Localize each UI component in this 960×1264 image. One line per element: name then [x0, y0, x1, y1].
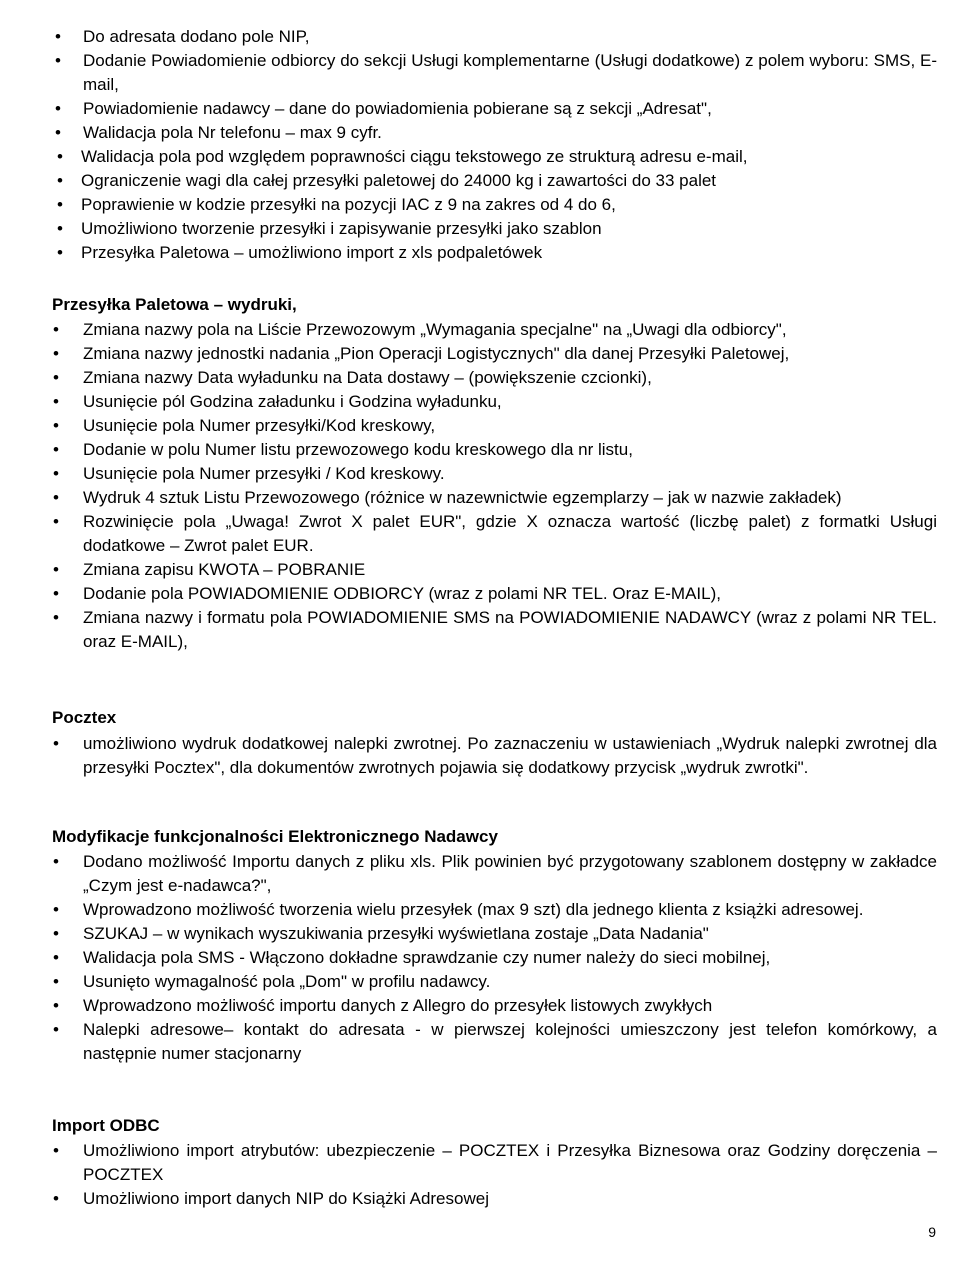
list-item: • Rozwinięcie pola „Uwaga! Zwrot X palet EUR", gdzie X oznacza wartość (liczbę palet) z formatki Usługi dodatkowe – Zwrot palet EUR.: [53, 512, 937, 555]
bullet-icon: •: [57, 243, 63, 262]
section-heading: Import ODBC: [52, 1116, 160, 1135]
bullet-icon: •: [53, 440, 59, 459]
bullet-list-import-odbc: [53, 1139, 937, 1211]
bullet-icon: •: [53, 948, 59, 967]
bullet-icon: •: [57, 219, 63, 238]
list-item: • Umożliwiono tworzenie przesyłki i zapisywanie przesyłki jako szablon: [81, 217, 935, 241]
list-item: • Nalepki adresowe– kontakt do adresata - w pierwszej kolejności umieszczony jest telefon komórkowy, a następnie numer stacjonarny: [53, 1020, 937, 1063]
bullet-icon: •: [53, 1020, 59, 1039]
list-item: • Dodanie pola POWIADOMIENIE ODBIORCY (wraz z polami NR TEL. Oraz E-MAIL),: [83, 582, 937, 606]
bullet-icon: •: [53, 416, 59, 435]
list-item: • Dodano możliwość Importu danych z pliku xls. Plik powinien być przygotowany szablonem dostępny w zakładce „Czym jest e-nadawca?",: [53, 852, 937, 895]
list-item: • Zmiana nazwy jednostki nadania „Pion Operacji Logistycznych" dla danej Przesyłki Paletowej,: [83, 342, 937, 366]
list-item: • Zmiana nazwy i formatu pola POWIADOMIENIE SMS na POWIADOMIENIE NADAWCY (wraz z polami NR TEL. oraz E-MAIL),: [53, 608, 937, 651]
bullet-icon: •: [53, 900, 59, 919]
list-item: • Umożliwiono import atrybutów: ubezpieczenie – POCZTEX i Przesyłka Biznesowa oraz Godziny doręczenia – POCZTEX: [53, 1141, 937, 1184]
bullet-icon: •: [53, 924, 59, 943]
list-item: • Wprowadzono możliwość importu danych z Allegro do przesyłek listowych zwykłych: [83, 994, 937, 1018]
bullet-icon: •: [53, 734, 59, 753]
bullet-icon: •: [53, 512, 59, 531]
bullet-list-pocztex: [53, 732, 937, 780]
page-number: 9: [928, 1224, 936, 1240]
list-item: • Walidacja pola SMS - Włączono dokładne sprawdzanie czy numer należy do sieci mobilnej,: [83, 946, 937, 970]
list-item: • Usunięcie pola Numer przesyłki / Kod kreskowy.: [83, 462, 937, 486]
list-item: • Walidacja pola pod względem poprawności ciągu tekstowego ze strukturą adresu e-mail,: [81, 145, 935, 169]
bullet-icon: •: [53, 320, 59, 339]
bullet-icon: •: [53, 852, 59, 871]
section-heading: Pocztex: [52, 708, 117, 727]
list-item: • Poprawienie w kodzie przesyłki na pozycji IAC z 9 na zakres od 4 do 6,: [81, 193, 935, 217]
bullet-icon: •: [57, 195, 63, 214]
bullet-list-modyfikacje: [53, 850, 937, 1066]
bullet-icon: •: [53, 464, 59, 483]
list-item: • Wydruk 4 sztuk Listu Przewozowego (różnice w nazewnictwie egzemplarzy – jak w nazwie zakładek): [83, 486, 937, 510]
bullet-icon: •: [53, 488, 59, 507]
bullet-list-wydruki: [53, 318, 937, 654]
list-item: • SZUKAJ – w wynikach wyszukiwania przesyłki wyświetlana zostaje „Data Nadania": [83, 922, 937, 946]
bullet-icon: •: [53, 972, 59, 991]
bullet-icon: •: [53, 344, 59, 363]
bullet-icon: •: [53, 608, 59, 627]
bullet-list-validation: [57, 145, 935, 265]
bullet-icon: •: [55, 51, 61, 70]
list-item: • Ograniczenie wagi dla całej przesyłki paletowej do 24000 kg i zawartości do 33 palet: [81, 169, 935, 193]
list-item: • Wprowadzono możliwość tworzenia wielu przesyłek (max 9 szt) dla jednego klienta z książki adresowej.: [83, 898, 937, 922]
list-item: • Dodanie Powiadomienie odbiorcy do sekcji Usługi komplementarne (Usługi dodatkowe) z polem wyboru: SMS, E-mail,: [55, 51, 937, 94]
list-item: • Usunięto wymagalność pola „Dom" w profilu nadawcy.: [83, 970, 937, 994]
bullet-icon: •: [53, 996, 59, 1015]
bullet-icon: •: [53, 1189, 59, 1208]
list-item: • Umożliwiono import danych NIP do Książki Adresowej: [83, 1187, 937, 1211]
list-item: • Usunięcie pól Godzina załadunku i Godzina wyładunku,: [83, 390, 937, 414]
list-item: • Do adresata dodano pole NIP,: [83, 25, 937, 49]
bullet-icon: •: [53, 560, 59, 579]
list-item: • Zmiana nazwy pola na Liście Przewozowym „Wymagania specjalne" na „Uwagi dla odbiorcy",: [83, 318, 937, 342]
list-item: • umożliwiono wydruk dodatkowej nalepki zwrotnej. Po zaznaczeniu w ustawieniach „Wydruk nalepki zwrotnej dla przesyłki Pocztex", dla dokumentów zwrotnych pojawia się dodatkowy przycisk „wydruk zwrotki".: [53, 734, 937, 777]
list-item: • Zmiana nazwy Data wyładunku na Data dostawy – (powiększenie czcionki),: [83, 366, 937, 390]
bullet-icon: •: [53, 368, 59, 387]
bullet-icon: •: [57, 171, 63, 190]
list-item: • Dodanie w polu Numer listu przewozowego kodu kreskowego dla nr listu,: [83, 438, 937, 462]
bullet-list-top: [55, 25, 937, 145]
bullet-icon: •: [55, 123, 61, 142]
section-heading: Modyfikacje funkcjonalności Elektronicznego Nadawcy: [52, 827, 498, 846]
bullet-icon: •: [53, 1141, 59, 1160]
bullet-icon: •: [57, 147, 63, 166]
list-item: • Powiadomienie nadawcy – dane do powiadomienia pobierane są z sekcji „Adresat",: [83, 97, 937, 121]
list-item: • Przesyłka Paletowa – umożliwiono import z xls podpaletówek: [81, 241, 935, 265]
bullet-icon: •: [55, 99, 61, 118]
bullet-icon: •: [53, 392, 59, 411]
bullet-icon: •: [55, 27, 61, 46]
bullet-icon: •: [53, 584, 59, 603]
list-item: • Walidacja pola Nr telefonu – max 9 cyfr.: [83, 121, 937, 145]
list-item: • Zmiana zapisu KWOTA – POBRANIE: [83, 558, 937, 582]
section-heading: Przesyłka Paletowa – wydruki,: [52, 295, 297, 314]
list-item: • Usunięcie pola Numer przesyłki/Kod kreskowy,: [83, 414, 937, 438]
